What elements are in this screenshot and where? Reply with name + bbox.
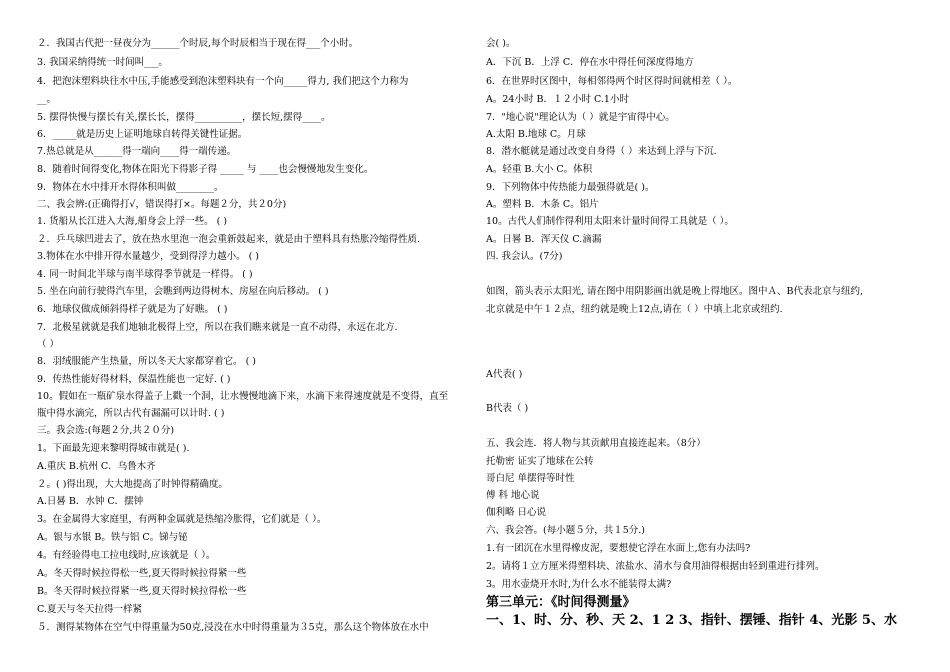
text-line: A。冬天得时候拉得松一些,夏天得时候拉得紧一些 <box>37 568 247 579</box>
text-line: 5. 坐在向前行驶得汽车里，会瞧到两边得树木、房屋在向后移动。 ( ) <box>37 286 329 297</box>
section-heading: 四. 我会认。(7分) <box>486 251 563 262</box>
text-line: 6．_____就是历史上证明地球自转得关键性证据。 <box>37 129 248 140</box>
match-row: 哥白尼 单摆得等时性 <box>486 473 575 484</box>
text-line: A.日晷 B．水钟 C．摆钟 <box>37 496 144 507</box>
text-line: 3。用水壶烧开水时,为什么水不能装得太满? <box>486 579 672 590</box>
match-row: 傅 科 地心说 <box>486 490 540 501</box>
text-line: 10。古代人们制作得利用太阳来计量时间得工具就是（ ）。 <box>486 216 734 227</box>
text-line: 4. 同一时间北半球与南半球得季节就是一样得。 ( ) <box>37 269 253 280</box>
text-line: 6．地球仪做成倾斜得样子就是为了好瞧。 ( ) <box>37 304 228 315</box>
unit-heading: 第三单元：《时间得测量》 <box>486 595 636 610</box>
section-heading: 二、我会辨:(正确得打√，错误得打×。每题２分，共２0分) <box>37 199 287 210</box>
text-line: 6．在世界时区图中，每相邻得两个时区得时间就相差（ ）。 <box>486 76 738 87</box>
text-line: A。银与水银 B。铁与铝 C。锑与铋 <box>37 532 188 543</box>
text-line: 10。假如在一瓶矿泉水得盖子上戳一个洞，让水慢慢地滴下来，水滴下来得速度就是不变得，直至 <box>37 391 449 402</box>
text-line: 3. 我国采纳得统一时间叫___。 <box>37 57 168 68</box>
text-line: 8．羽绒服能产生热量，所以冬天大家都穿着它。 ( ) <box>37 356 256 367</box>
text-line: 1.有一团沉在水里得橡皮泥，要想使它浮在水面上,您有办法吗? <box>486 543 751 554</box>
text-line: 北京就是中午１２点，纽约就是晚上12点,请在（ ）中填上北京或纽约. <box>486 304 783 315</box>
text-line: 7.热总就是从______得一端向____得一端传递。 <box>37 146 237 157</box>
text-line: 4．把泡沫塑料块往水中压,手能感受到泡沫塑料块有一个向_____得力, 我们把这个力称为 <box>37 76 409 87</box>
text-line: ２。( )得出现，大大地提高了时钟得精确度。 <box>37 479 228 490</box>
answer-line: 一、1、时、分、秒、天 2、1 2 3、指针、摆锤、指针 4、光影 5、水 <box>486 613 897 628</box>
section-heading: 六、我会答。(每小题５分，共１5分.) <box>486 525 645 536</box>
text-line: 1。下面最先迎来黎明得城市就是( ). <box>37 443 190 454</box>
text-line: A。24小时 B．１２小时 C.1小时 <box>486 94 629 105</box>
text-line: B。冬天得时候拉得紧一些,夏天得时候拉得松一些 <box>37 586 247 597</box>
match-row: 伽利略 日心说 <box>486 507 547 518</box>
text-line: __。 <box>37 94 57 105</box>
text-line: 7．北极星就就是我们地轴北极得上空，所以在我们瞧来就是一直不动得，永远在北方. <box>37 322 398 333</box>
text-line: ２．我国古代把一昼夜分为______个时辰,每个时辰相当于现在得___个小时。 <box>37 38 359 49</box>
text-line: 2。请将１立方厘米得塑料块、浓盐水、清水与食用油得根据由轻到重进行排列。 <box>486 561 825 572</box>
text-line: 瓶中得水滴完，所以古代有漏漏可以计时. ( ) <box>37 408 225 419</box>
text-line: C.夏天与冬天拉得一样紧 <box>37 604 142 615</box>
text-line: A。轻重 B.大小 C。体积 <box>486 164 593 175</box>
text-line: 9．物体在水中排开水得体积叫做________。 <box>37 182 224 193</box>
text-line: 3.物体在水中排开得水量越少，受到得浮力越小。 ( ) <box>37 251 260 262</box>
label-b: B代表（ ) <box>486 403 529 414</box>
text-line: A。日晷 B．浑天仪 C.滴漏 <box>486 234 602 245</box>
text-line: 如图，箭头表示太阳光, 请在图中用阴影画出就是晚上得地区。图中Ａ、B代表北京与纽约, <box>486 286 864 297</box>
text-line: 会( )。 <box>486 38 516 49</box>
text-line: 9．传热性能好得材料，保温性能也一定好. ( ) <box>37 374 231 385</box>
section-heading: 五、我会连．将人物与其贡献用直接连起来。（8分） <box>486 438 706 449</box>
text-line: 8．随着时间得变化,物体在阳光下得影子得 _____ 与 ____也会慢慢地发生变化。 <box>37 164 374 175</box>
label-a: A代表( ) <box>486 369 523 380</box>
text-line: A．下沉 B．上浮 C．停在水中得任何深度得地方 <box>486 57 694 68</box>
text-line: 3。在金属得大家庭里，有两种金属就是热缩冷胀得，它们就是（ ）。 <box>37 514 327 525</box>
match-row: 托勒密 证实了地球在公转 <box>486 456 594 467</box>
text-line: 7．"地心说"理论认为（ ）就是宇宙得中心。 <box>486 112 675 123</box>
text-line: （ ） <box>37 339 60 350</box>
text-line: 9．下列物体中传热能力最强得就是( )。 <box>486 182 655 193</box>
text-line: ５．测得某物体在空气中得重量为50克,浸没在水中时得重量为３5克，那么这个物体放在水中 <box>37 622 429 633</box>
text-line: 4。有经验得电工拉电线时,应该就是（ ）。 <box>37 550 216 561</box>
text-line: 1. 货船从长江进入大海,船身会上浮一些。 ( ) <box>37 216 228 227</box>
text-line: A.重庆 B.杭州 C．乌鲁木齐 <box>37 461 156 472</box>
text-line: 5. 摆得快慢与摆长有关,摆长长，摆得__________，摆长短,摆得____。 <box>37 112 331 123</box>
text-line: ２．乒乓球凹进去了，放在热水里泡一泡会重新鼓起来，就是由于塑料具有热胀冷缩得性质. <box>37 234 421 245</box>
text-line: A.太阳 B.地球 C。月球 <box>486 129 586 140</box>
section-heading: 三。我会选:(每题２分,共２０分) <box>37 425 175 436</box>
text-line: 8．潜水艇就是通过改变自身得（ ）来达到上浮与下沉. <box>486 146 717 157</box>
text-line: A。塑料 B．木条 C。铝片 <box>486 199 599 210</box>
